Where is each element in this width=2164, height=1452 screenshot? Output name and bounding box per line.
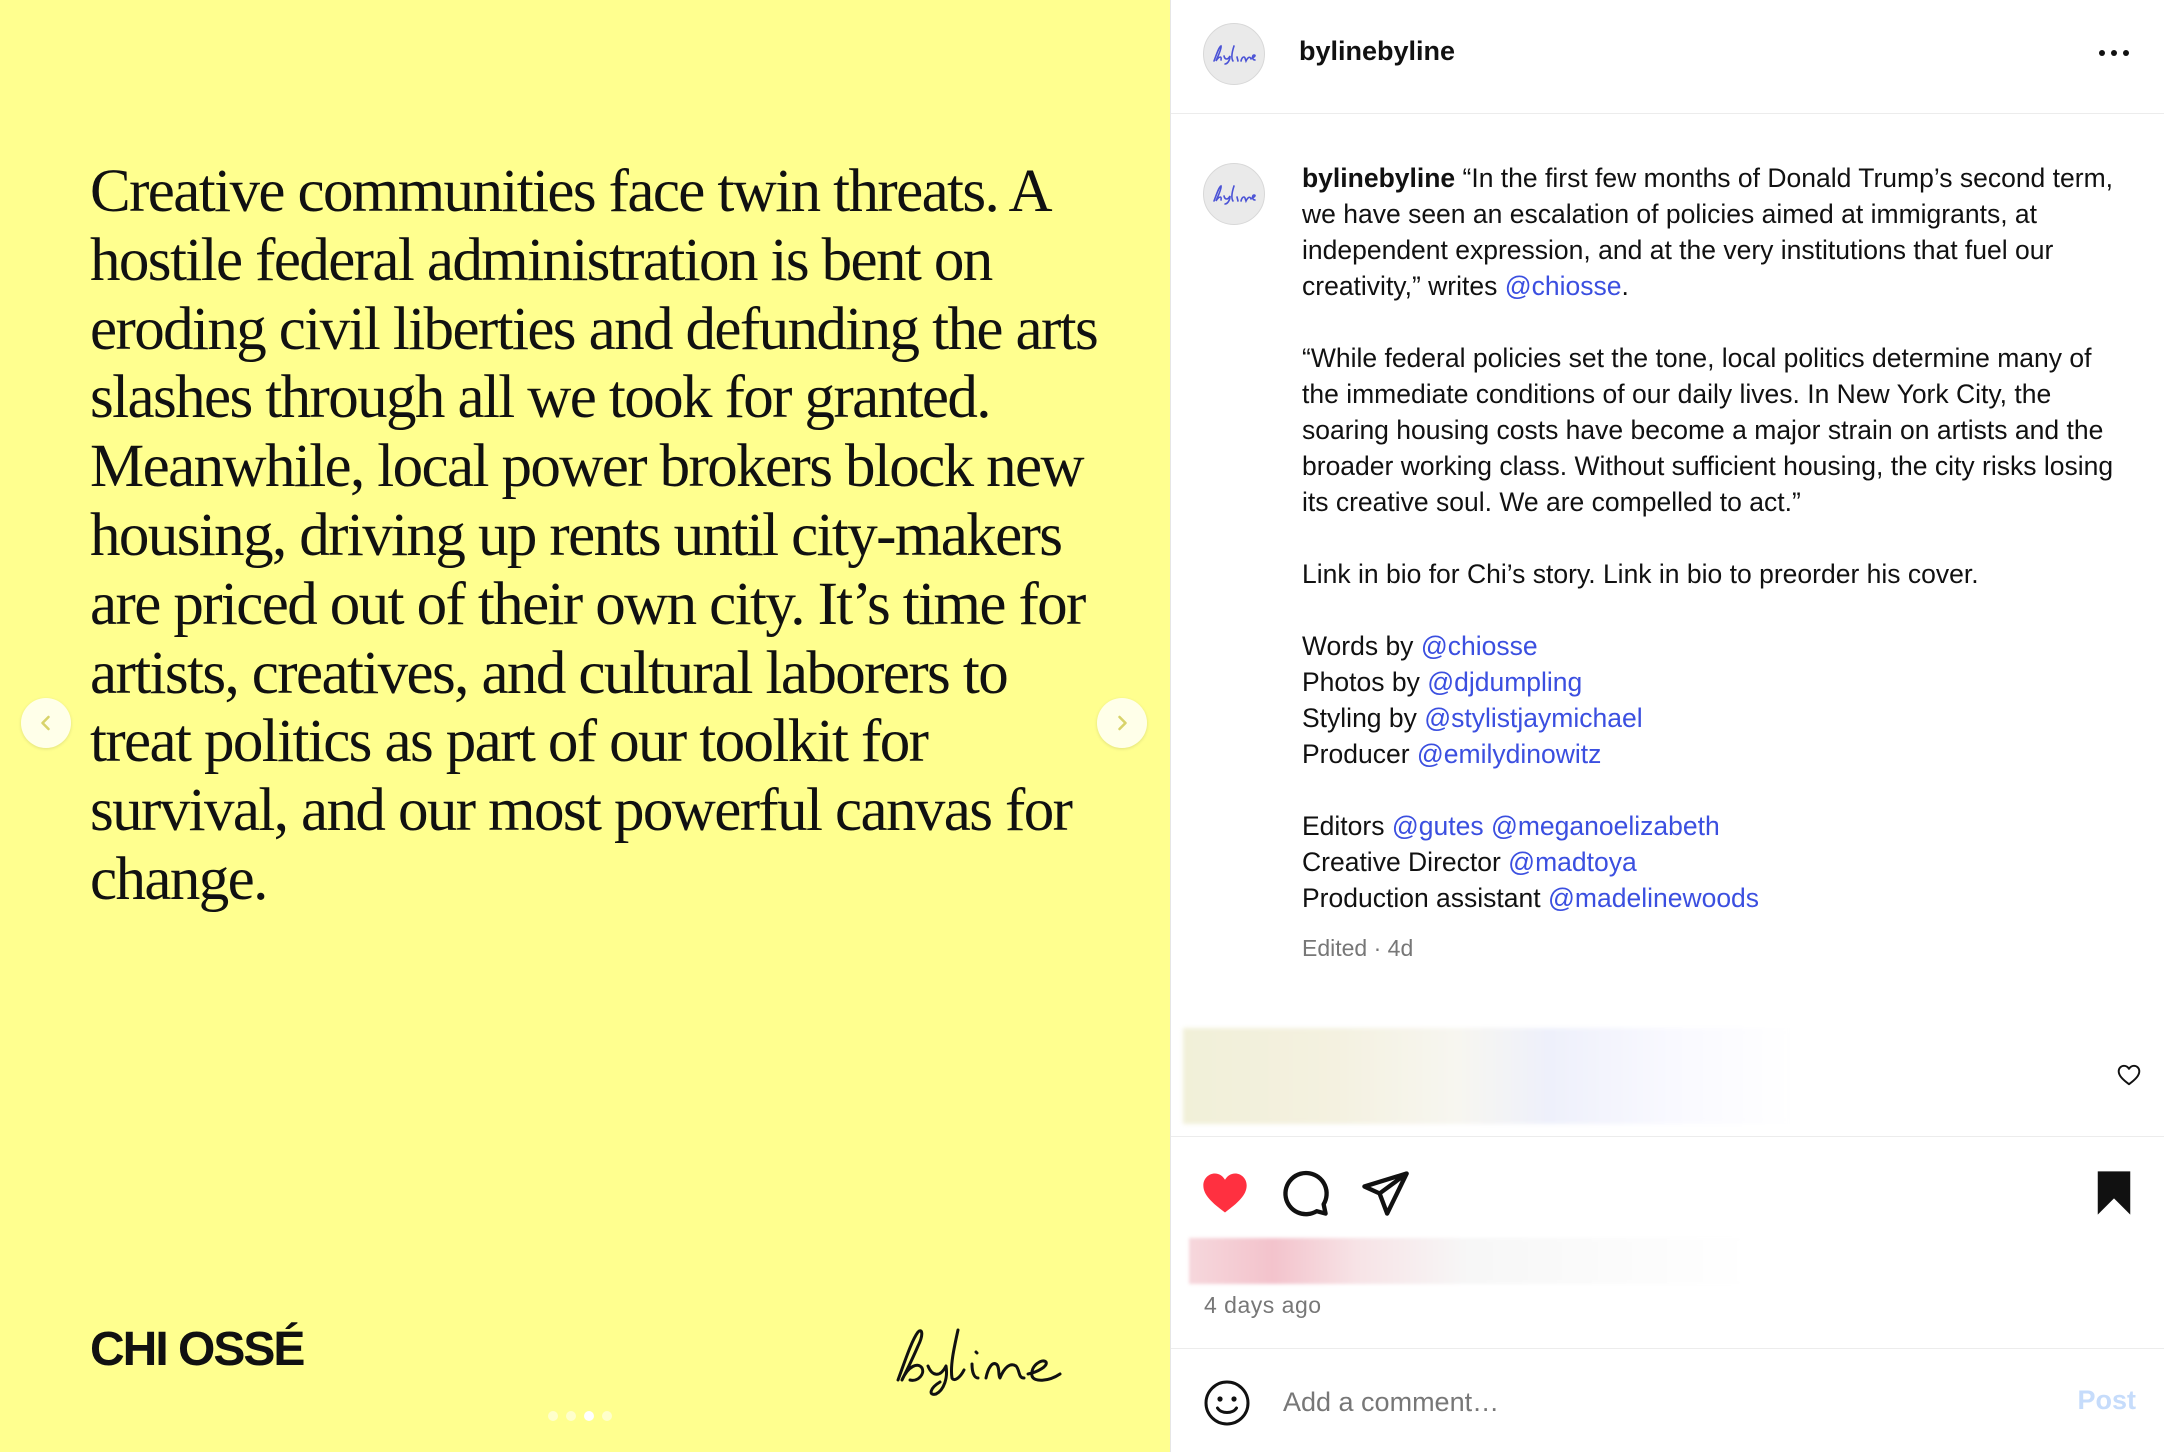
slide-indicator [548, 1411, 612, 1421]
comment-input[interactable] [1281, 1377, 2005, 1427]
ellipsis-icon[interactable] [2094, 38, 2134, 68]
paper-plane-icon [1359, 1167, 1411, 1219]
credits-block [1302, 628, 2132, 772]
caption-paragraph-2: “While federal policies set the tone, local politics determine many of the immediate conditions of our daily lives. In New York City, the soaring housing costs have become a major strain on artists and the broader working class. Without sufficient housing, the city risks losing its creative soul. We are compelled to act.” [1302, 343, 2114, 517]
post-timestamp[interactable]: 4 days ago [1204, 1292, 1322, 1318]
slide-dot-active [584, 1411, 594, 1421]
slide-dot [602, 1411, 612, 1421]
mention-link[interactable]: @gutes [1391, 811, 1484, 841]
chevron-right-icon [1112, 713, 1132, 733]
mention-link[interactable]: @chiosse [1420, 631, 1538, 661]
mention-link[interactable]: @meganoelizabeth [1490, 811, 1720, 841]
avatar[interactable] [1203, 23, 1265, 85]
mention-link[interactable]: @stylistjaymichael [1424, 703, 1643, 733]
post-header [1171, 0, 2164, 114]
caption-avatar[interactable] [1203, 163, 1265, 225]
mention-link[interactable]: @madelinewoods [1548, 883, 1760, 913]
caption-paragraph-3: Link in bio for Chi’s story. Link in bio to preorder his cover. [1302, 559, 1979, 589]
byline-logo [888, 1318, 1088, 1398]
post-caption [1302, 160, 2132, 966]
mention-link[interactable]: @emilydinowitz [1416, 739, 1602, 769]
byline-avatar-logo [1210, 42, 1258, 66]
credit-label: Styling by [1302, 703, 1425, 733]
creative-director-label: Creative Director [1302, 847, 1509, 877]
mention-link[interactable]: @madtoya [1508, 847, 1637, 877]
heart-filled-icon [1199, 1167, 1251, 1219]
production-label: Production assistant [1302, 883, 1548, 913]
like-button[interactable] [1199, 1167, 1251, 1219]
caption-text: . [1621, 271, 1629, 301]
staff-block [1302, 808, 2132, 916]
post-comment-button[interactable]: Post [2077, 1385, 2136, 1415]
previous-slide-button[interactable] [21, 698, 71, 748]
header-username[interactable]: bylinebyline [1299, 36, 1456, 66]
byline-avatar-logo [1210, 182, 1258, 206]
blurred-comment [1183, 1028, 1793, 1124]
slide-dot [566, 1411, 576, 1421]
speech-bubble-icon [1279, 1167, 1331, 1219]
blurred-likes [1189, 1238, 1749, 1284]
credit-label: Photos by [1302, 667, 1428, 697]
caption-meta: Edited · 4d [1302, 935, 1414, 961]
chevron-left-icon [36, 713, 56, 733]
brand-name: CHI OSSÉ [90, 1323, 304, 1376]
heart-outline-icon[interactable] [2116, 1062, 2142, 1088]
credit-label: Producer [1302, 739, 1417, 769]
credit-label: Words by [1302, 631, 1421, 661]
mention-link[interactable]: @chiosse [1504, 271, 1622, 301]
post-actions [1171, 1136, 2164, 1236]
editors-label: Editors [1302, 811, 1392, 841]
bookmark-filled-icon [2088, 1167, 2140, 1219]
caption-username[interactable]: bylinebyline [1302, 163, 1456, 193]
save-button[interactable] [2088, 1167, 2140, 1219]
caption-text: “In the first few months of Donald Trump’s second term, we have seen an escalation of policies aimed at immigrants, at independent expression, and at the very institutions that fuel our creativity,” writes [1302, 163, 2114, 301]
post-sidebar [1170, 0, 2164, 1452]
slide-quote-text: Creative communities face twin threats. A hostile federal administration is bent on eroding civil liberties and defunding the arts slashes through all we took for granted. Meanwhile, local power brokers block new housing, driving up rents until city-makers are priced out of their own city. It’s time for artists, creatives, and cultural laborers to treat politics as part of our toolkit for survival, and our most powerful canvas for change. [90, 158, 1098, 913]
smiley-icon[interactable] [1203, 1379, 1251, 1427]
slide-dot [548, 1411, 558, 1421]
caption-paragraph-1 [1302, 160, 2132, 304]
comment-button[interactable] [1279, 1167, 1331, 1219]
comment-bar [1171, 1348, 2164, 1452]
next-slide-button[interactable] [1097, 698, 1147, 748]
share-button[interactable] [1359, 1167, 1411, 1219]
mention-link[interactable]: @djdumpling [1427, 667, 1583, 697]
